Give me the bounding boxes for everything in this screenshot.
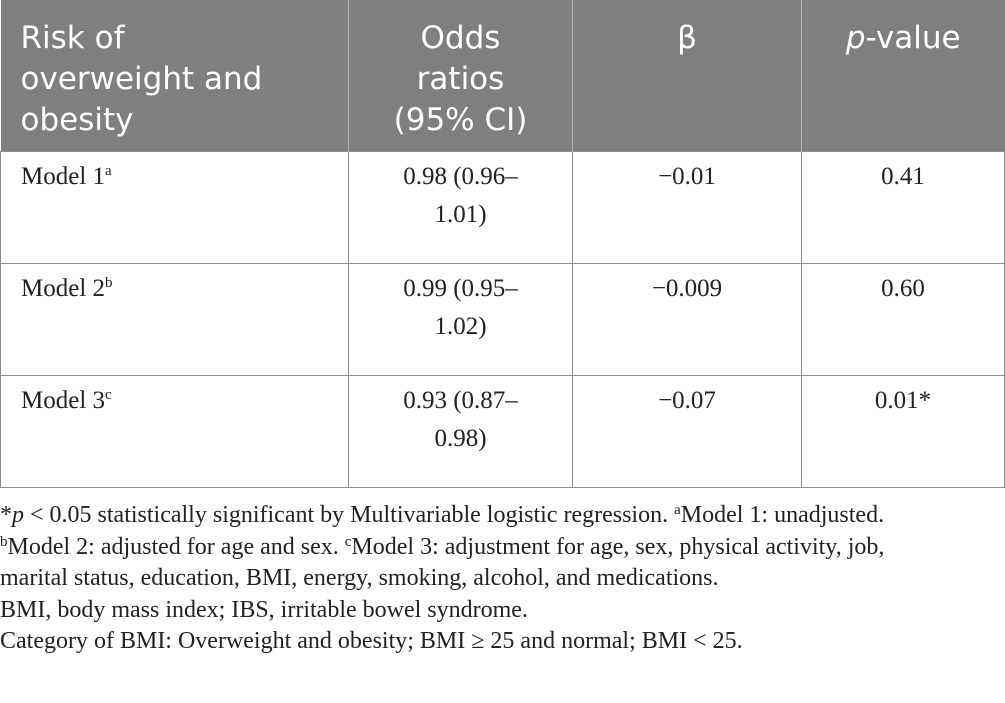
model-superscript: b [105,274,113,291]
footnote-significance-text: < 0.05 statistically significant by Multivariable logistic regression. [24,502,675,528]
cell-model [1,375,349,487]
header-risk-line2: overweight and [20,61,263,97]
cell-model [1,151,349,263]
footnote-p-italic: p [12,502,24,528]
header-odds-line1: Odds [420,20,501,56]
footnote-star: * [0,502,12,528]
header-beta [573,0,802,151]
footnote-model3-text: Model 3: adjustment for age, sex, physical activity, job, [351,533,885,560]
cell-model [1,263,349,375]
footnote-line-1 [0,500,1005,532]
header-beta-label: β [677,20,697,56]
header-risk-line3: obesity [20,102,134,138]
footnote-mark-a: a [674,502,681,518]
footnote-line-4: BMI, body mass index; IBS, irritable bowel syndrome. [0,596,528,623]
footnote-line-5: Category of BMI: Overweight and obesity; BMI ≥ 25 and normal; BMI < 25. [0,628,743,654]
table-footnotes [0,500,1005,658]
table-row [1,151,1005,263]
table-row [1,375,1005,487]
cell-beta [573,263,802,375]
cell-beta [573,375,802,487]
model-label: Model 1 [21,162,106,190]
cell-p-value [802,263,1005,375]
odds-ratio-line1: 0.99 (0.95– [403,274,518,302]
cell-p-value [802,375,1005,487]
model-label: Model 2 [21,274,106,302]
odds-ratio-line2: 1.01) [434,200,487,228]
model-label: Model 3 [21,386,106,414]
beta-value: −0.07 [658,386,716,414]
cell-p-value [802,151,1005,263]
cell-odds-ratio [349,151,573,263]
beta-value: −0.01 [658,162,716,190]
footnote-model1-text: Model 1: unadjusted. [680,502,885,528]
footnote-mark-b: b [0,533,8,550]
p-value: 0.60 [881,274,925,302]
beta-value: −0.009 [651,274,723,302]
header-odds-line2: ratios [416,61,505,97]
header-p-italic: p [845,20,866,56]
p-value: 0.01* [874,386,932,414]
footnote-line-2 [0,532,1005,564]
footnote-model2-text: Model 2: adjusted for age and sex. [7,533,345,560]
odds-ratio-line2: 0.98) [434,424,487,452]
model-superscript: a [105,162,112,179]
header-risk-line1: Risk of [20,20,125,56]
header-odds-ratios [349,0,573,151]
cell-odds-ratio [349,375,573,487]
odds-ratio-line1: 0.93 (0.87– [403,386,518,414]
model-superscript: c [105,386,112,403]
cell-odds-ratio [349,263,573,375]
odds-ratio-line1: 0.98 (0.96– [403,162,518,190]
table-row [1,263,1005,375]
header-odds-line3: (95% CI) [393,102,528,138]
header-p-rest: -value [865,20,961,56]
footnote-mark-c: c [344,533,352,550]
header-risk [1,0,349,151]
footnote-line-3: marital status, education, BMI, energy, smoking, alcohol, and medications. [0,565,719,591]
p-value: 0.41 [881,162,925,190]
odds-ratio-line2: 1.02) [434,312,487,340]
header-p-value [802,0,1005,151]
cell-beta [573,151,802,263]
header-row [1,0,1005,151]
